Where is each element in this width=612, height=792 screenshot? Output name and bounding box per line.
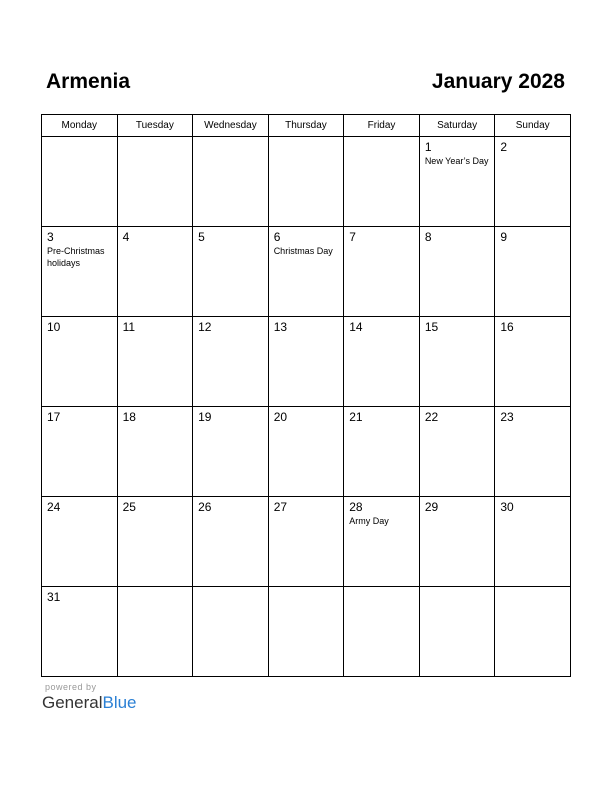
day-cell [42,587,118,677]
day-number: 28 [349,500,363,514]
day-number: 30 [500,500,514,514]
weekday-tuesday: Tuesday [117,115,193,137]
day-number: 20 [273,410,288,424]
weekday-friday: Friday [344,115,420,137]
day-number: 17 [47,410,61,424]
day-cell [42,137,118,227]
week-row [42,317,571,407]
day-cell [117,407,193,497]
day-number: 16 [500,320,514,334]
day-cell [42,227,118,317]
day-cell [344,137,420,227]
day-cell [419,497,495,587]
day-cell [117,587,193,677]
day-cell [193,407,269,497]
day-cell [117,227,193,317]
holiday-label: Army Day [349,516,389,526]
weekday-monday: Monday [42,115,118,137]
powered-by-text: powered by [45,682,97,692]
day-cell [193,497,269,587]
day-cell [344,497,420,587]
week-row [42,227,571,317]
day-cell [117,497,193,587]
day-cell [193,137,269,227]
day-cell [495,137,571,227]
day-number: 7 [349,230,356,244]
day-cell [268,137,344,227]
calendar-grid [41,114,571,677]
day-number: 13 [273,320,288,334]
month-title: January 2028 [431,70,565,93]
day-number: 10 [47,320,61,334]
day-cell [268,587,344,677]
logo-general: General [42,693,103,712]
week-row [42,407,571,497]
day-number: 2 [500,140,508,154]
day-cell [117,137,193,227]
day-number: 8 [424,230,432,244]
holiday-label: Christmas Day [273,246,333,256]
day-cell [268,407,344,497]
day-cell [42,407,118,497]
day-number: 18 [122,410,136,424]
day-cell [419,227,495,317]
day-number: 1 [424,140,432,154]
weekday-saturday: Saturday [419,115,495,137]
day-cell [344,227,420,317]
day-number: 24 [47,500,61,514]
holiday-label: New Year’s Day [424,156,489,166]
day-cell [495,407,571,497]
day-cell [42,497,118,587]
day-cell [193,587,269,677]
day-number: 9 [500,230,508,244]
day-cell [419,317,495,407]
day-number: 5 [198,230,205,244]
day-cell [344,587,420,677]
weekday-thursday: Thursday [268,115,344,137]
day-number: 21 [349,410,363,424]
day-cell [193,227,269,317]
day-number: 26 [198,500,212,514]
day-number: 22 [424,410,439,424]
country-title: Armenia [46,70,131,93]
day-number: 27 [273,500,288,514]
day-cell [268,227,344,317]
logo-blue: Blue [102,693,137,712]
day-cell [495,227,571,317]
day-number: 11 [122,320,136,334]
day-cell [42,317,118,407]
day-number: 3 [47,230,54,244]
day-number: 19 [198,410,212,424]
day-cell [419,407,495,497]
day-cell [495,497,571,587]
day-cell [193,317,269,407]
week-row [42,497,571,587]
day-cell [268,317,344,407]
day-cell [495,317,571,407]
day-number: 31 [47,590,61,604]
day-number: 29 [424,500,439,514]
weekday-header-row [42,115,571,137]
weekday-wednesday: Wednesday [193,115,269,137]
day-number: 6 [273,230,281,244]
day-number: 12 [198,320,212,334]
generalblue-logo [42,693,137,713]
weekday-sunday: Sunday [495,115,571,137]
day-cell [117,317,193,407]
day-number: 14 [349,320,363,334]
day-number: 15 [424,320,439,334]
day-cell [419,137,495,227]
calendar-body [42,137,571,677]
day-cell [344,317,420,407]
week-row [42,587,571,677]
day-cell [419,587,495,677]
day-number: 25 [122,500,136,514]
day-number: 23 [500,410,514,424]
day-cell [344,407,420,497]
day-cell [495,587,571,677]
week-row [42,137,571,227]
day-number: 4 [122,230,130,244]
holiday-label: Pre-Christmas holidays [47,246,105,268]
day-cell [268,497,344,587]
